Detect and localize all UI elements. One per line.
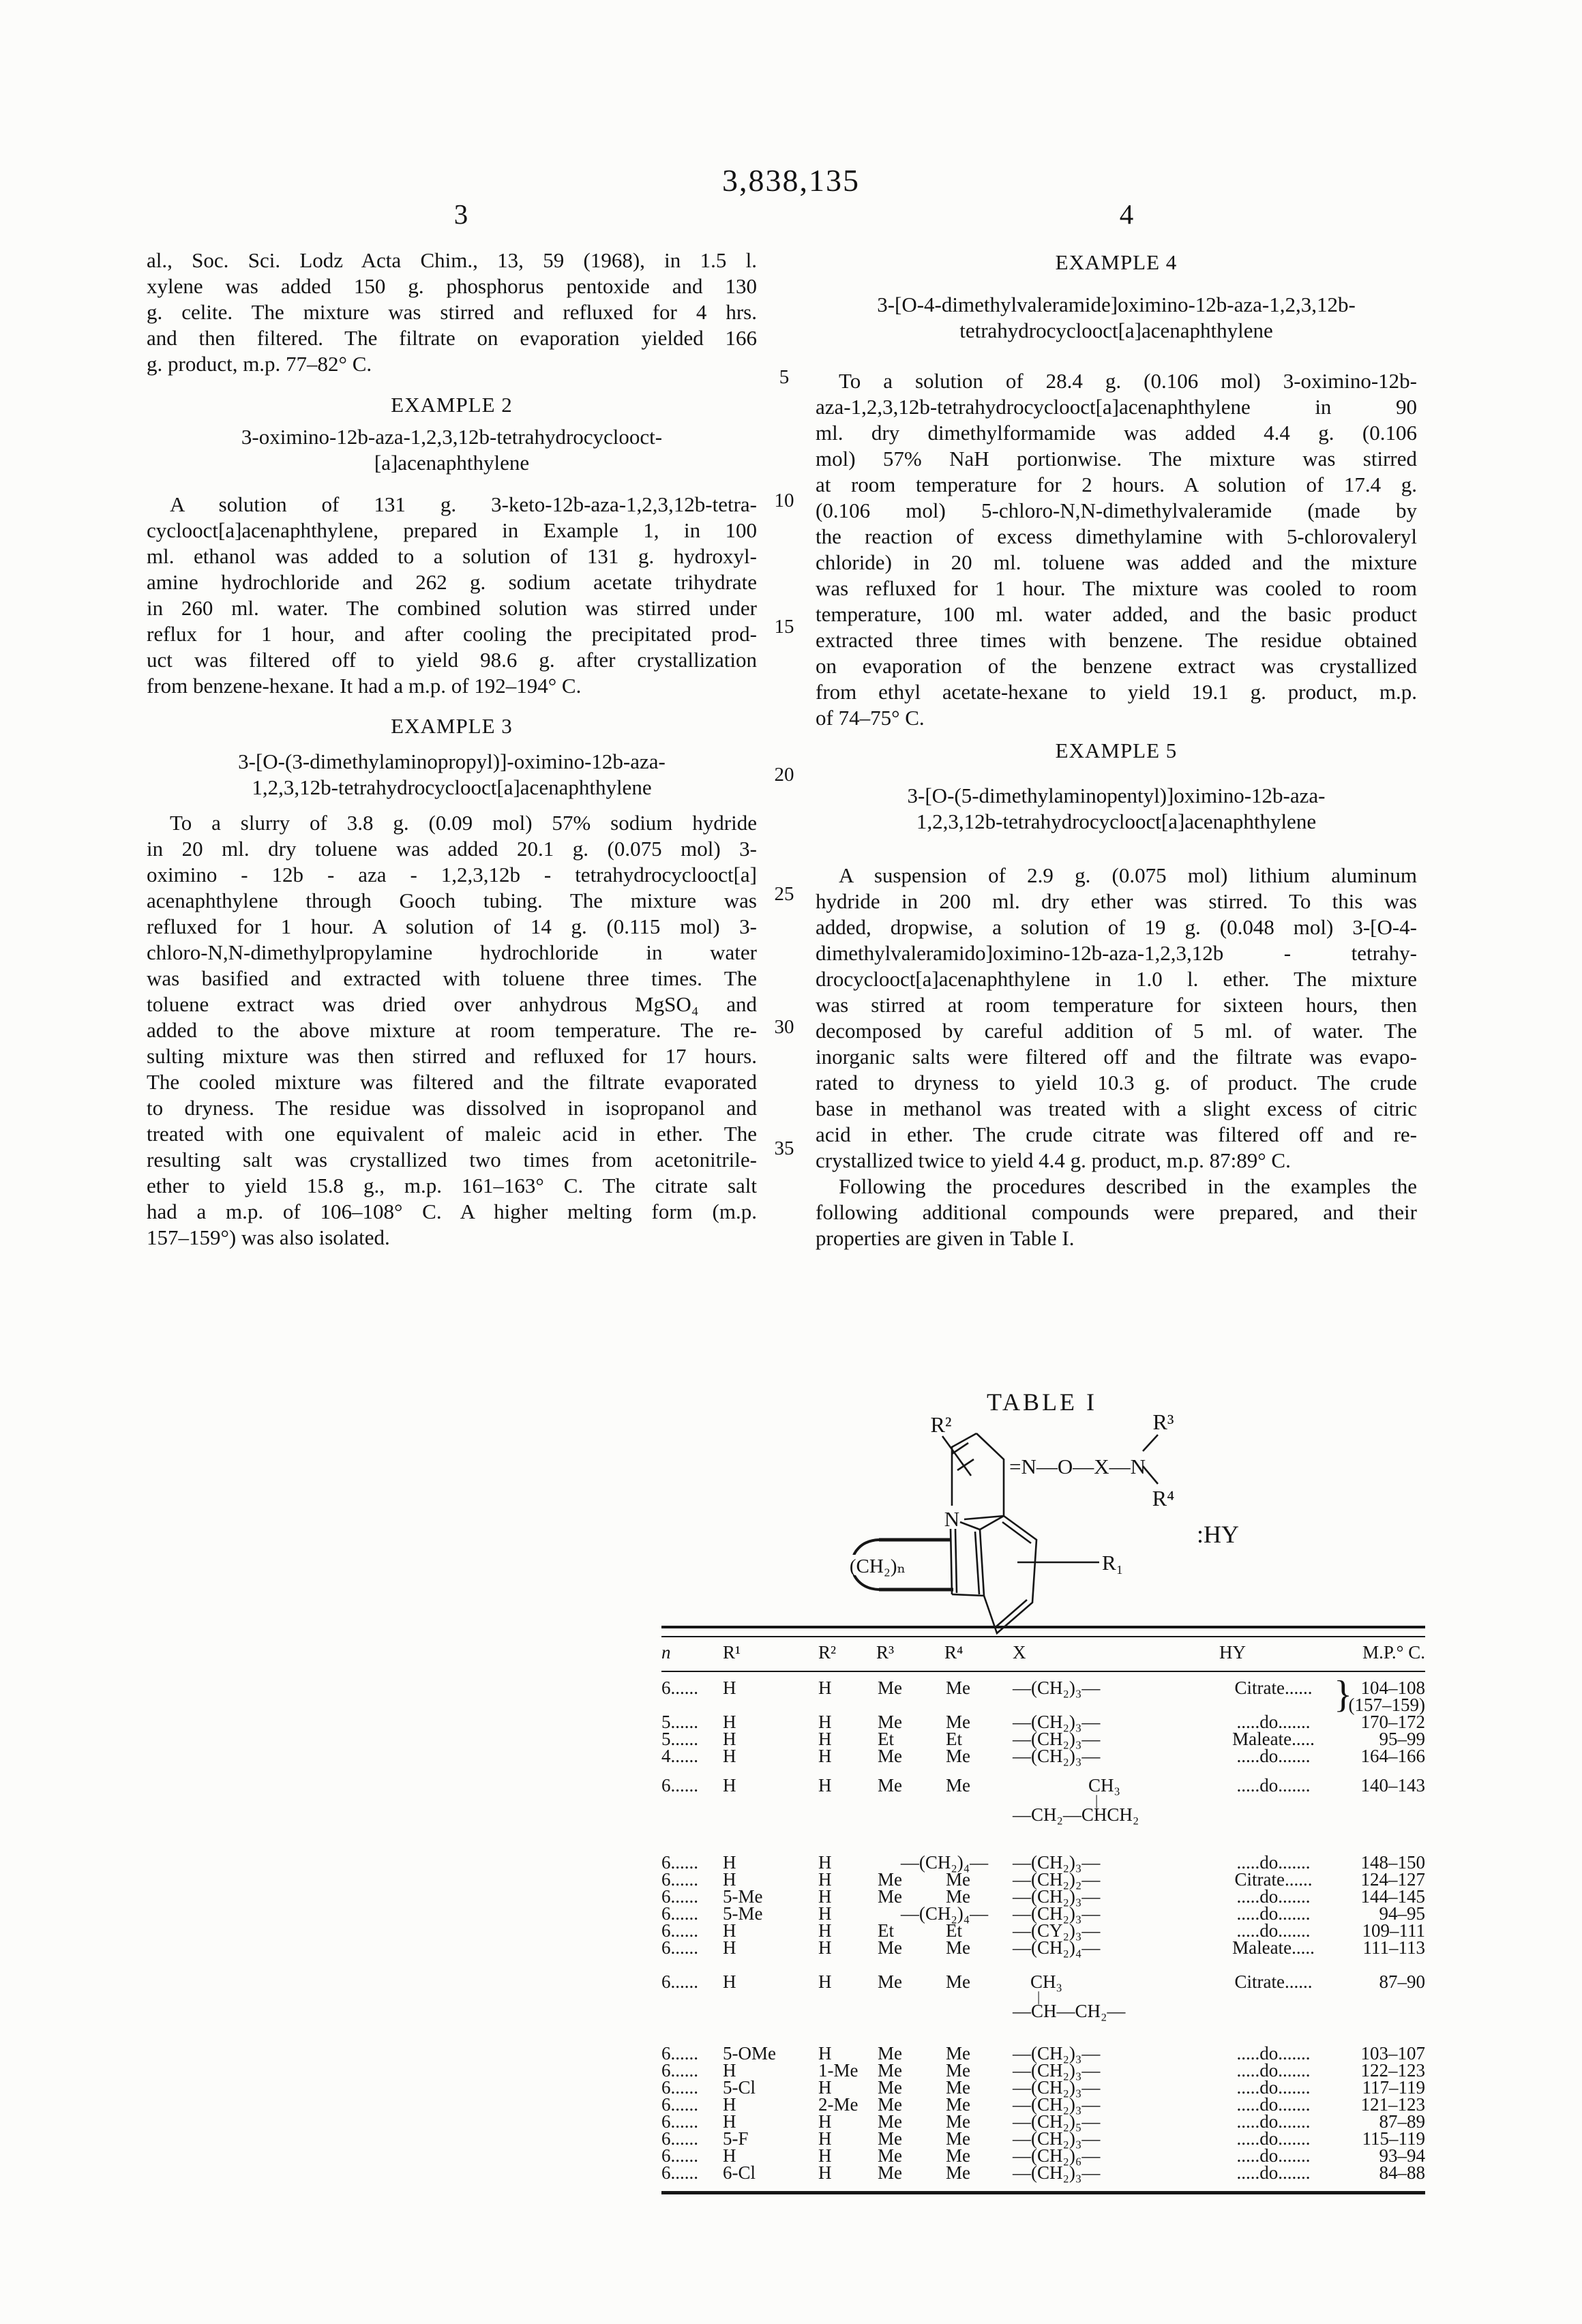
body-paragraph xyxy=(816,863,1417,1174)
cell-x: —(CH₂)₅— xyxy=(1013,2111,1101,2132)
ring-nitrogen-label: N xyxy=(944,1507,960,1531)
example-heading-text: EXAMPLE 5 xyxy=(1055,739,1178,762)
text-line: was refluxed for 1 hour. The mixture was cooled to room xyxy=(816,576,1417,600)
cell-n: 4...... xyxy=(661,1746,698,1766)
table-i xyxy=(661,1626,1425,2194)
gutter-line-number: 35 xyxy=(774,1137,794,1159)
mp-value-secondary: (157–159) xyxy=(1348,1695,1425,1715)
cell-x: —(CH₂)₆— xyxy=(1013,2145,1101,2166)
table-header-row xyxy=(661,1637,1425,1667)
cell-n: 6...... xyxy=(661,1971,698,1992)
example-heading xyxy=(147,713,757,739)
cell-x: —(CH₂)₃— xyxy=(1013,2162,1101,2183)
cell-hy: .....do....... xyxy=(1236,2162,1311,2183)
table-header-r3: R³ xyxy=(876,1642,895,1663)
gutter-line-number: 20 xyxy=(774,764,794,786)
text-line: added, dropwise, a solution of 19 g. (0.048 mol) 3-[O-4- xyxy=(816,915,1417,939)
oxime-chain-label: =N—O—X—N xyxy=(1009,1455,1146,1478)
text-line: refluxed for 1 hour. A solution of 14 g. (0.115 mol) 3- xyxy=(147,914,757,938)
cell-mp xyxy=(1340,1748,1425,1765)
cell-n: 6...... xyxy=(661,2145,698,2166)
x-structure-line: CH₃ xyxy=(1088,1775,1120,1796)
mp-value: 94–95 xyxy=(1379,1903,1425,1924)
cell-r2: H xyxy=(818,1869,832,1890)
cell-r1: H xyxy=(723,2111,736,2132)
cell-hy: Citrate...... xyxy=(1234,1971,1313,1992)
text-line: extracted three times with benzene. The residue obtained xyxy=(816,628,1417,652)
text-line: chloride) in 20 ml. toluene was added and the mixture xyxy=(816,550,1417,574)
compound-subheading xyxy=(816,783,1417,835)
cell-n: 5...... xyxy=(661,1729,698,1749)
table-header-rule xyxy=(661,1671,1425,1672)
example-heading xyxy=(147,392,757,418)
text-line: To a slurry of 3.8 g. (0.09 mol) 57% sodium hydride xyxy=(170,811,757,835)
cell-r2: H xyxy=(818,1920,832,1941)
cell-r2: H xyxy=(818,1971,832,1992)
example-heading-text: EXAMPLE 3 xyxy=(391,714,513,738)
cell-mp xyxy=(1340,2164,1425,2181)
cell-r3: Me xyxy=(878,1775,902,1796)
cell-x: —(CH₂)₃— xyxy=(1013,1746,1101,1766)
cell-n: 6...... xyxy=(661,1920,698,1941)
text-line: [a]acenaphthylene xyxy=(374,451,530,475)
cell-r1: 5-F xyxy=(723,2128,749,2149)
cell-x: —(CH₂)₃— xyxy=(1013,2094,1101,2115)
table-row xyxy=(661,1673,1425,1716)
text-line: toluene extract was dried over anhydrous MgSO₄ and xyxy=(147,992,757,1016)
table-row xyxy=(661,1973,1425,2020)
text-line: g. celite. The mixture was stirred and refluxed for 4 hrs. xyxy=(147,300,757,324)
cell-r1: 5-Me xyxy=(723,1886,763,1907)
cell-r4: Et xyxy=(946,1729,962,1749)
body-paragraph xyxy=(816,1174,1417,1251)
gutter-line-number: 10 xyxy=(774,490,794,511)
hy-brace: } xyxy=(1334,1673,1352,1716)
cell-r2: H xyxy=(818,1903,832,1924)
text-line: in 20 ml. dry toluene was added 20.1 g. (0.075 mol) 3- xyxy=(147,837,757,861)
x-structure-line: —CH₂—CHCH₂ xyxy=(1013,1804,1139,1825)
table-header-mp: M.P.° C. xyxy=(1362,1642,1425,1663)
text-line: crystallized twice to yield 4.4 g. product, m.p. 87:89° C. xyxy=(816,1148,1291,1172)
text-line: A solution of 131 g. 3-keto-12b-aza-1,2,3,12b-tetra- xyxy=(170,492,757,516)
text-line: temperature, 100 ml. water added, and the basic product xyxy=(816,602,1417,626)
table-header-r1: R¹ xyxy=(723,1642,741,1663)
text-line: To a solution of 28.4 g. (0.106 mol) 3-oximino-12b- xyxy=(839,369,1417,393)
cell-x: —(CH₂)₃— xyxy=(1013,1903,1101,1924)
text-line: properties are given in Table I. xyxy=(816,1226,1075,1250)
cell-r2: H xyxy=(818,1886,832,1907)
cell-hy: .....do....... xyxy=(1236,2077,1311,2098)
cell-r1: H xyxy=(723,1712,736,1732)
cell-r2: H xyxy=(818,2111,832,2132)
cell-r2: H xyxy=(818,1712,832,1732)
cell-r2: H xyxy=(818,1678,832,1698)
body-paragraph xyxy=(147,810,757,1251)
text-line: acenaphthylene through Gooch tubing. The mixture was xyxy=(147,889,757,912)
cell-x: —(CH₂)₃— xyxy=(1013,2077,1101,2098)
text-line: was stirred at room temperature for sixteen hours, then xyxy=(816,993,1417,1017)
cell-r4: Me xyxy=(946,2043,970,2064)
cell-r1: H xyxy=(723,1937,736,1958)
cell-hy: .....do....... xyxy=(1236,1775,1311,1796)
cell-hy: .....do....... xyxy=(1236,2094,1311,2115)
cell-x: —(CH₂)₃— xyxy=(1013,1712,1101,1732)
cell-n: 5...... xyxy=(661,1712,698,1732)
cell-r1: H xyxy=(723,1775,736,1796)
salt-label-hy: :HY xyxy=(1197,1521,1239,1548)
mp-value: 93–94 xyxy=(1379,2145,1425,2166)
text-line: 3-[O-(3-dimethylaminopropyl)]-oximino-12b-aza- xyxy=(238,749,666,773)
text-line: sulting mixture was then stirred and refluxed for 17 hours. xyxy=(147,1044,757,1068)
mp-value: 95–99 xyxy=(1379,1729,1425,1749)
cell-hy: Maleate..... xyxy=(1232,1729,1315,1749)
text-line: ml. dry dimethylformamide was added 4.4 g. (0.106 xyxy=(816,421,1417,445)
table-bottom-rule xyxy=(661,2191,1425,2194)
cell-r2: H xyxy=(818,1852,832,1873)
cell-hy: Citrate...... xyxy=(1234,1869,1313,1890)
text-line: ml. ethanol was added to a solution of 131 g. hydroxyl- xyxy=(147,544,757,568)
mp-value: 87–89 xyxy=(1379,2111,1425,2132)
table-row xyxy=(661,1777,1425,1823)
cell-hy: .....do....... xyxy=(1236,1852,1311,1873)
cell-r1: H xyxy=(723,2094,736,2115)
text-line: A suspension of 2.9 g. (0.075 mol) lithium aluminum xyxy=(839,863,1417,887)
gutter-line-number: 15 xyxy=(774,616,794,638)
cell-r3: Me xyxy=(878,1869,902,1890)
text-line: the reaction of excess dimethylamine with 5-chlorovaleryl xyxy=(816,524,1417,548)
cell-hy: .....do....... xyxy=(1236,2128,1311,2149)
mp-value: 122–123 xyxy=(1360,2060,1425,2081)
text-line: chloro-N,N-dimethylpropylamine hydrochloride in water xyxy=(147,940,757,964)
cell-r1: 6-Cl xyxy=(723,2162,756,2183)
table-i-structure-figure xyxy=(777,1384,1487,1643)
cell-r3-r4-merged: —(CH₂)₄— xyxy=(900,1852,989,1873)
text-line: inorganic salts were filtered off and the filtrate was evapo- xyxy=(816,1045,1417,1069)
cell-r4: Me xyxy=(946,1886,970,1907)
cell-r3: Me xyxy=(878,2111,902,2132)
cell-r2: H xyxy=(818,1775,832,1796)
text-line: cyclooct[a]acenaphthylene, prepared in Example 1, in 100 xyxy=(147,518,757,542)
cell-r1: H xyxy=(723,1920,736,1941)
body-paragraph xyxy=(147,248,757,377)
cell-mp xyxy=(1340,1939,1425,1956)
patent-number: 3,838,135 xyxy=(722,163,860,198)
table-top-rule xyxy=(661,1626,1425,1637)
cell-r3: Me xyxy=(878,2094,902,2115)
cell-n: 6...... xyxy=(661,2162,698,2183)
cell-hy: .....do....... xyxy=(1236,2145,1311,2166)
mp-value: 117–119 xyxy=(1362,2077,1425,2098)
cell-r2: H xyxy=(818,2043,832,2064)
cell-r2: H xyxy=(818,1729,832,1749)
x-structure-line: | xyxy=(1095,1792,1099,1808)
text-line: uct was filtered off to yield 98.6 g. after crystallization xyxy=(147,648,757,672)
cell-r1: H xyxy=(723,1971,736,1992)
cell-r2: H xyxy=(818,2145,832,2166)
cell-x: —(CH₂)₃— xyxy=(1013,2128,1101,2149)
cell-r4: Me xyxy=(946,2162,970,2183)
cell-r4: Me xyxy=(946,2111,970,2132)
cell-hy: .....do....... xyxy=(1236,2043,1311,2064)
compound-subheading xyxy=(816,292,1417,344)
table-header-n: n xyxy=(661,1642,671,1663)
text-line: 1,2,3,12b-tetrahydrocyclooct[a]acenaphthylene xyxy=(252,775,652,799)
cell-hy: Citrate...... } xyxy=(1234,1673,1352,1716)
substituent-label-r1: R₁ xyxy=(1102,1551,1124,1575)
cell-r4: Me xyxy=(946,1678,970,1698)
table-row xyxy=(661,1748,1425,1765)
text-line: acid in ether. The crude citrate was filtered off and re- xyxy=(816,1122,1417,1146)
text-line: rated to dryness to yield 10.3 g. of product. The crude xyxy=(816,1071,1417,1094)
text-line: of 74–75° C. xyxy=(816,706,925,730)
text-line: decomposed by careful addition of 5 ml. of water. The xyxy=(816,1019,1417,1043)
cell-hy: .....do....... xyxy=(1236,1886,1311,1907)
cell-n: 6...... xyxy=(661,1869,698,1890)
cell-x: —(CH₂)₂— xyxy=(1013,1869,1101,1890)
substituent-label-r4: R⁴ xyxy=(1152,1486,1175,1510)
text-line: dimethylvaleramido]oximino-12b-aza-1,2,3,12b - tetrahy- xyxy=(816,941,1417,965)
text-line: amine hydrochloride and 262 g. sodium acetate trihydrate xyxy=(147,570,757,594)
mp-value: 124–127 xyxy=(1360,1869,1425,1890)
table-row xyxy=(661,1939,1425,1956)
substituent-label-r2: R² xyxy=(930,1412,952,1437)
cell-r4: Me xyxy=(946,1971,970,1992)
text-line: aza-1,2,3,12b-tetrahydrocyclooct[a]acenaphthylene in 90 xyxy=(816,395,1417,419)
table-row xyxy=(661,2164,1425,2181)
text-line: 3-[O-4-dimethylvaleramide]oximino-12b-aza-1,2,3,12b- xyxy=(877,293,1356,316)
text-line: from benzene-hexane. It had a m.p. of 192–194° C. xyxy=(147,674,582,698)
cell-r4: Et xyxy=(946,1920,962,1941)
cell-r4: Me xyxy=(946,2128,970,2149)
cell-r4: Me xyxy=(946,2094,970,2115)
ch2n-bridge-label: (CH₂)ₙ xyxy=(849,1555,906,1577)
cell-r2: 1-Me xyxy=(818,2060,859,2081)
mp-value: 148–150 xyxy=(1360,1852,1425,1873)
cell-r4: Me xyxy=(946,2077,970,2098)
text-line: on evaporation of the benzene extract was crystallized xyxy=(816,654,1417,678)
cell-r1: H xyxy=(723,1729,736,1749)
cell-r3: Me xyxy=(878,1971,902,1992)
example-heading-text: EXAMPLE 2 xyxy=(391,393,513,417)
body-paragraph xyxy=(147,492,757,699)
cell-r4: Me xyxy=(946,2060,970,2081)
mp-value: 115–119 xyxy=(1362,2128,1425,2149)
cell-n: 6...... xyxy=(661,2043,698,2064)
cell-x: —(CH₂)₃— xyxy=(1013,1729,1101,1749)
cell-r3: Me xyxy=(878,2077,902,2098)
text-line: hydride in 200 ml. dry ether was stirred. To this was xyxy=(816,889,1417,913)
cell-r3: Me xyxy=(878,1746,902,1766)
text-line: g. product, m.p. 77–82° C. xyxy=(147,352,372,376)
text-line: at room temperature for 2 hours. A solution of 17.4 g. xyxy=(816,473,1417,496)
cell-x xyxy=(1013,1973,1207,2020)
cell-r1: 5-OMe xyxy=(723,2043,776,2064)
cell-r3: Me xyxy=(878,2043,902,2064)
x-structure-line: | xyxy=(1037,1988,1041,2005)
text-line: treated with one equivalent of maleic acid in ether. The xyxy=(147,1122,757,1146)
cell-hy: .....do....... xyxy=(1236,2111,1311,2132)
text-line: al., Soc. Sci. Lodz Acta Chim., 13, 59 (1968), in 1.5 l. xyxy=(147,248,757,272)
compound-subheading xyxy=(147,749,757,801)
cell-r4: Me xyxy=(946,1937,970,1958)
cell-r3: Me xyxy=(878,1678,902,1698)
cell-n: 6...... xyxy=(661,2128,698,2149)
compound-subheading xyxy=(147,424,757,476)
table-body xyxy=(661,1673,1425,2183)
table-header-x: X xyxy=(1013,1642,1026,1663)
cell-r3: Et xyxy=(878,1920,894,1941)
cell-r1: H xyxy=(723,2145,736,2166)
cell-hy: .....do....... xyxy=(1236,1712,1311,1732)
text-line: xylene was added 150 g. phosphorus pentoxide and 130 xyxy=(147,274,757,298)
cell-r2: H xyxy=(818,1746,832,1766)
text-line: 1,2,3,12b-tetrahydrocyclooct[a]acenaphthylene xyxy=(916,809,1317,833)
cell-n: 6...... xyxy=(661,2094,698,2115)
cell-r2: 2-Me xyxy=(818,2094,859,2115)
cell-r1: 5-Me xyxy=(723,1903,763,1924)
text-line: drocyclooct[a]acenaphthylene in 1.0 l. ether. The mixture xyxy=(816,967,1417,991)
cell-hy: .....do....... xyxy=(1236,2060,1311,2081)
mp-value: 170–172 xyxy=(1360,1712,1425,1732)
text-line: from ethyl acetate-hexane to yield 19.1 g. product, m.p. xyxy=(816,680,1417,704)
text-line: to dryness. The residue was dissolved in isopropanol and xyxy=(147,1096,757,1120)
example-heading xyxy=(816,250,1417,275)
cell-r2: H xyxy=(818,2077,832,2098)
cell-x: —(CH₂)₃— xyxy=(1013,1886,1101,1907)
cell-x: —(CH₂)₃— xyxy=(1013,2060,1101,2081)
cell-r3: Me xyxy=(878,1937,902,1958)
cell-x xyxy=(1013,1777,1207,1823)
text-line: reflux for 1 hour, and after cooling the precipitated prod- xyxy=(147,622,757,646)
cell-n: 6...... xyxy=(661,1775,698,1796)
cell-r4: Me xyxy=(946,1746,970,1766)
cell-hy: .....do....... xyxy=(1236,1920,1311,1941)
text-line: mol) 57% NaH portionwise. The mixture was stirred xyxy=(816,447,1417,471)
gutter-line-number: 5 xyxy=(779,366,790,388)
mp-value: 104–108 xyxy=(1360,1678,1425,1698)
table-header-hy: HY xyxy=(1219,1642,1246,1663)
mp-value: 103–107 xyxy=(1360,2043,1425,2064)
cell-x: —(CH₂)₃— xyxy=(1013,2043,1101,2064)
page-column-number-right: 4 xyxy=(1119,198,1134,230)
mp-value: 84–88 xyxy=(1379,2162,1425,2183)
cell-r3: Me xyxy=(878,1886,902,1907)
mp-value: 140–143 xyxy=(1360,1775,1425,1796)
mp-value: 109–111 xyxy=(1362,1920,1425,1941)
cell-r3: Me xyxy=(878,2162,902,2183)
text-line: and then filtered. The filtrate on evaporation yielded 166 xyxy=(147,326,757,350)
text-line: was basified and extracted with toluene three times. The xyxy=(147,966,757,990)
cell-n: 6...... xyxy=(661,2060,698,2081)
cell-r1: H xyxy=(723,1869,736,1890)
cell-r1: H xyxy=(723,1746,736,1766)
cell-n: 6...... xyxy=(661,2077,698,2098)
mp-value: 87–90 xyxy=(1379,1971,1425,1992)
example-heading xyxy=(816,738,1417,764)
gutter-line-number: 25 xyxy=(774,883,794,905)
cell-hy: Maleate..... xyxy=(1232,1937,1315,1958)
mp-value: 164–166 xyxy=(1360,1746,1425,1766)
cell-x: —(CH₂)₃— xyxy=(1013,1678,1101,1698)
cell-r3: Et xyxy=(878,1729,894,1749)
text-line: 3-oximino-12b-aza-1,2,3,12b-tetrahydrocyclooct- xyxy=(241,425,663,449)
cell-r3: Me xyxy=(878,2145,902,2166)
text-line: ether to yield 15.8 g., m.p. 161–163° C. The citrate salt xyxy=(147,1174,757,1197)
text-line: following additional compounds were prepared, and their xyxy=(816,1200,1417,1224)
cell-mp xyxy=(1340,1777,1425,1794)
substituent-label-r3: R³ xyxy=(1152,1410,1174,1434)
example-heading-text: EXAMPLE 4 xyxy=(1055,250,1178,274)
cell-r3: Me xyxy=(878,2060,902,2081)
cell-hy: .....do....... xyxy=(1236,1746,1311,1766)
cell-x: —(CH₂)₃— xyxy=(1013,1852,1101,1873)
text-line: added to the above mixture at room temperature. The re- xyxy=(147,1018,757,1042)
text-line: 3-[O-(5-dimethylaminopentyl)]oximino-12b-aza- xyxy=(907,784,1326,807)
cell-n: 6...... xyxy=(661,1886,698,1907)
text-line: had a m.p. of 106–108° C. A higher melting form (m.p. xyxy=(147,1200,757,1223)
text-line: in 260 ml. water. The combined solution was stirred under xyxy=(147,596,757,620)
table-header-r2: R² xyxy=(818,1642,837,1663)
x-structure-line: —CH—CH₂— xyxy=(1013,2001,1126,2021)
cell-n: 6...... xyxy=(661,2111,698,2132)
text-line: base in methanol was treated with a slight excess of citric xyxy=(816,1097,1417,1120)
page-column-number-left: 3 xyxy=(453,198,468,230)
cell-r4: Me xyxy=(946,1712,970,1732)
cell-r4: Me xyxy=(946,1869,970,1890)
cell-r2: H xyxy=(818,2162,832,2183)
cell-r1: H xyxy=(723,1852,736,1873)
cell-n: 6...... xyxy=(661,1852,698,1873)
cell-x: —(CH₂)₄— xyxy=(1013,1937,1101,1958)
cell-x: —(CY₂)₃— xyxy=(1013,1920,1101,1941)
cell-r2: H xyxy=(818,1937,832,1958)
cell-mp xyxy=(1340,1973,1425,1991)
cell-r3: Me xyxy=(878,2128,902,2149)
figure-title: TABLE I xyxy=(986,1388,1098,1416)
table-header-r4: R⁴ xyxy=(944,1642,964,1663)
cell-r1: H xyxy=(723,2060,736,2081)
gutter-line-number: 30 xyxy=(774,1016,794,1038)
x-structure-line: CH₃ xyxy=(1030,1971,1062,1992)
mp-value: 144–145 xyxy=(1360,1886,1425,1907)
text-line: (0.106 mol) 5-chloro-N,N-dimethylvaleramide (made by xyxy=(816,498,1417,522)
text-line: The cooled mixture was filtered and the filtrate evaporated xyxy=(147,1070,757,1094)
cell-n: 6...... xyxy=(661,1937,698,1958)
mp-value: 111–113 xyxy=(1362,1937,1425,1958)
cell-mp xyxy=(1340,1680,1425,1714)
cell-n: 6...... xyxy=(661,1903,698,1924)
text-line: resulting salt was crystallized two times from acetonitrile- xyxy=(147,1148,757,1172)
mp-value: 121–123 xyxy=(1360,2094,1425,2115)
cell-hy: .....do....... xyxy=(1236,1903,1311,1924)
text-line: Following the procedures described in the examples the xyxy=(839,1174,1417,1198)
cell-r1: 5-Cl xyxy=(723,2077,756,2098)
cell-r3-r4-merged: —(CH₂)₄— xyxy=(900,1903,989,1924)
text-line: 157–159°) was also isolated. xyxy=(147,1225,390,1249)
body-paragraph xyxy=(816,368,1417,731)
cell-n: 6...... xyxy=(661,1678,698,1698)
cell-r2: H xyxy=(818,2128,832,2149)
text-line: oximino - 12b - aza - 1,2,3,12b - tetrahydrocyclooct[a] xyxy=(147,863,757,887)
cell-r4: Me xyxy=(946,2145,970,2166)
cell-r3: Me xyxy=(878,1712,902,1732)
cell-r1: H xyxy=(723,1678,736,1698)
text-line: tetrahydrocyclooct[a]acenaphthylene xyxy=(959,318,1273,342)
cell-r4: Me xyxy=(946,1775,970,1796)
